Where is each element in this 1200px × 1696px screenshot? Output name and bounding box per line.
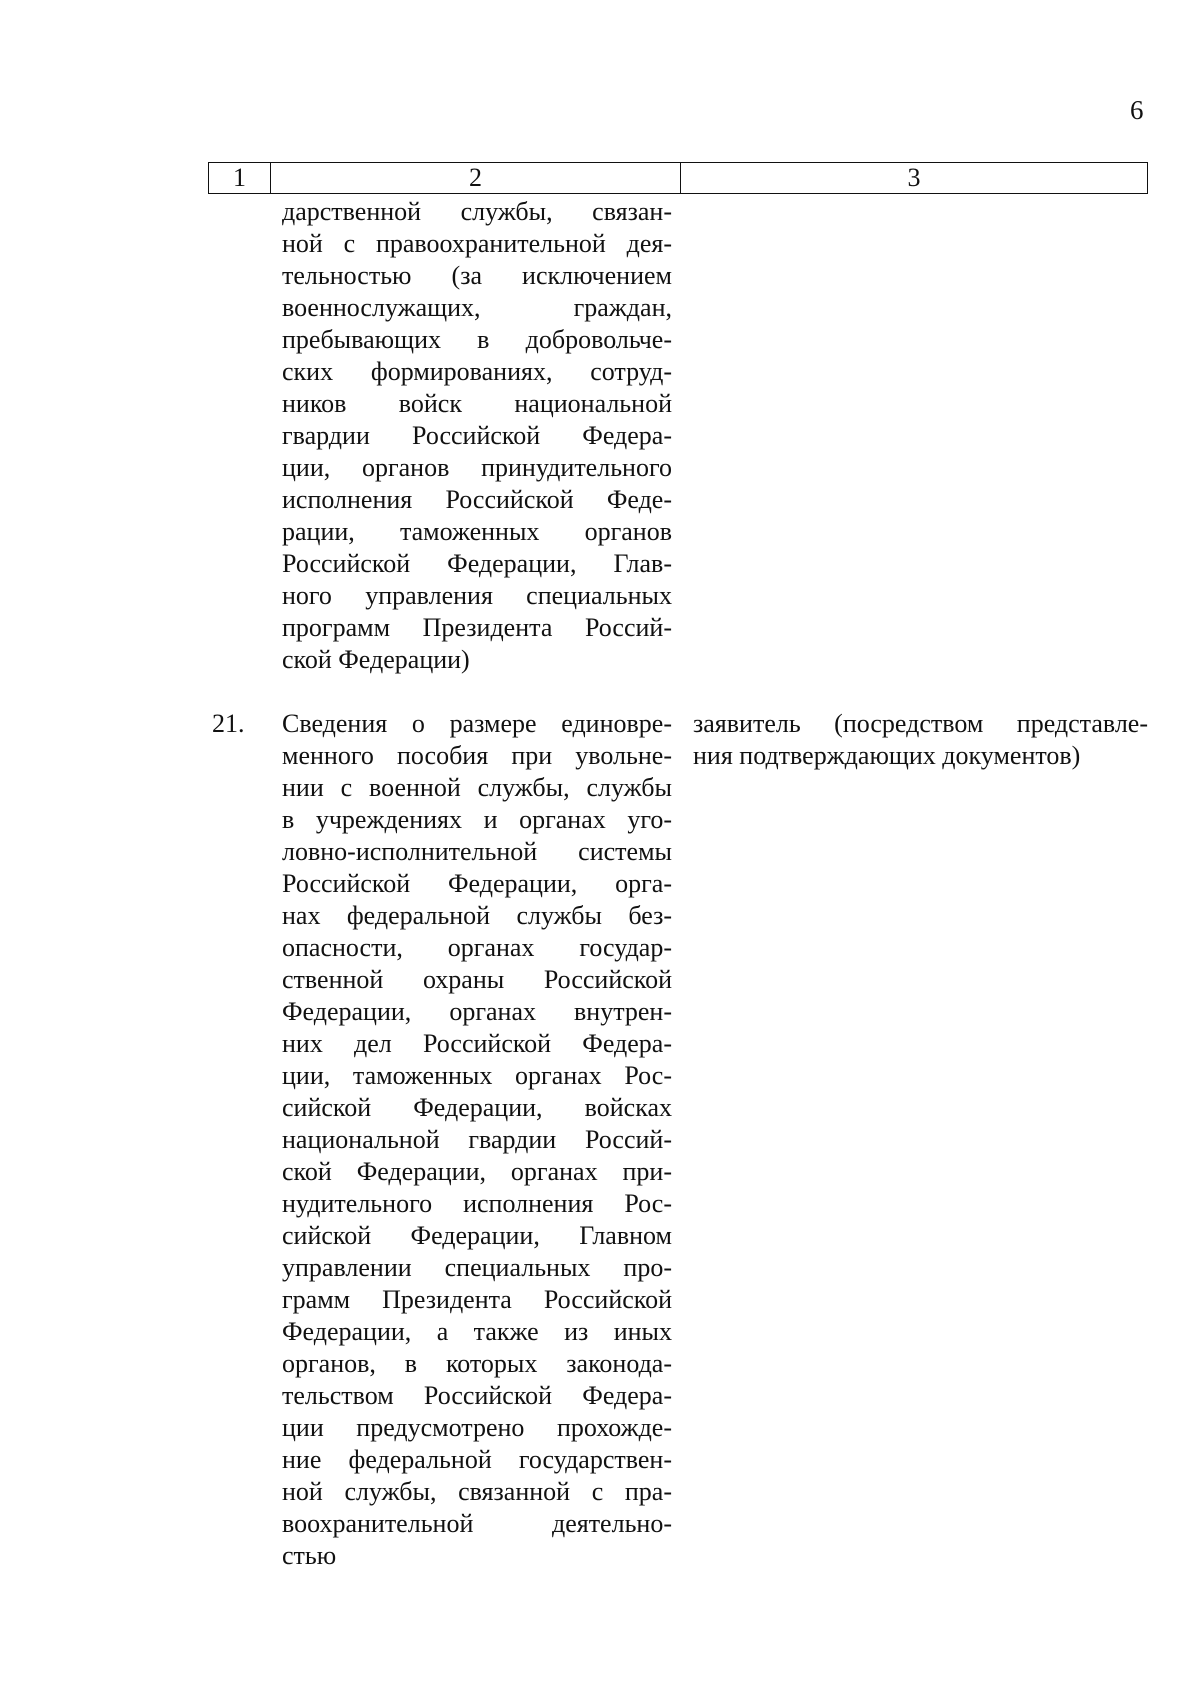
source-line: ния подтверждающих документов) (693, 741, 1081, 770)
desc-line: программ Президента Россий- (282, 613, 672, 642)
desc-line: сийской Федерации, Главном (282, 1221, 672, 1250)
desc-line: военнослужащих, граждан, (282, 293, 672, 322)
page-number: 6 (1130, 95, 1144, 125)
desc-line: дарственной службы, связан- (282, 197, 672, 226)
desc-line: ние федеральной государствен- (282, 1445, 672, 1474)
source-line: заявитель (посредством представле- (693, 709, 1148, 738)
desc-line: сийской Федерации, войсках (282, 1093, 672, 1122)
desc-line: исполнения Российской Феде- (282, 485, 672, 514)
desc-line: Федерации, органах внутрен- (282, 997, 672, 1026)
desc-line: нии с военной службы, службы (282, 773, 672, 802)
desc-line: в учреждениях и органах уго- (282, 805, 672, 834)
row-21-description (282, 708, 672, 1572)
desc-line: ников войск национальной (282, 389, 672, 418)
desc-line: управлении специальных про- (282, 1253, 672, 1282)
desc-line: ловно-исполнительной системы (282, 837, 672, 866)
row-21-number: 21. (212, 709, 245, 738)
desc-line: ской Федерации, органах при- (282, 1157, 672, 1186)
desc-line: Федерации, а также из иных (282, 1317, 672, 1346)
header-cell-1: 1 (209, 163, 271, 193)
desc-line: менного пособия при увольне- (282, 741, 672, 770)
desc-line: органов, в которых законода- (282, 1349, 672, 1378)
desc-line: ской Федерации) (282, 645, 470, 674)
header-cell-2: 2 (271, 163, 681, 193)
desc-line: пребывающих в добровольче- (282, 325, 672, 354)
desc-line: ной с правоохранительной дея- (282, 229, 672, 258)
row-21-source (693, 708, 1148, 772)
desc-line: ции, таможенных органах Рос- (282, 1061, 672, 1090)
desc-line: национальной гвардии Россий- (282, 1125, 672, 1154)
desc-line: нах федеральной службы без- (282, 901, 672, 930)
desc-line: ственной охраны Российской (282, 965, 672, 994)
desc-line: ских формированиях, сотруд- (282, 357, 672, 386)
table-header-row (208, 162, 1148, 194)
desc-line: Российской Федерации, орга- (282, 869, 672, 898)
header-cell-3: 3 (907, 163, 921, 192)
desc-line: воохранительной деятельно- (282, 1509, 672, 1538)
desc-line: ного управления специальных (282, 581, 672, 610)
desc-line: опасности, органах государ- (282, 933, 672, 962)
continued-row-description (282, 196, 672, 676)
desc-line: рации, таможенных органов (282, 517, 672, 546)
desc-line: стью (282, 1541, 337, 1570)
desc-line: тельством Российской Федера- (282, 1381, 672, 1410)
desc-line: грамм Президента Российской (282, 1285, 672, 1314)
desc-line: Сведения о размере единовре- (282, 709, 672, 738)
desc-line: ции предусмотрено прохожде- (282, 1413, 672, 1442)
desc-line: гвардии Российской Федера- (282, 421, 672, 450)
desc-line: ной службы, связанной с пра- (282, 1477, 672, 1506)
desc-line: них дел Российской Федера- (282, 1029, 672, 1058)
desc-line: нудительного исполнения Рос- (282, 1189, 672, 1218)
desc-line: ции, органов принудительного (282, 453, 672, 482)
desc-line: тельностью (за исключением (282, 261, 672, 290)
desc-line: Российской Федерации, Глав- (282, 549, 672, 578)
